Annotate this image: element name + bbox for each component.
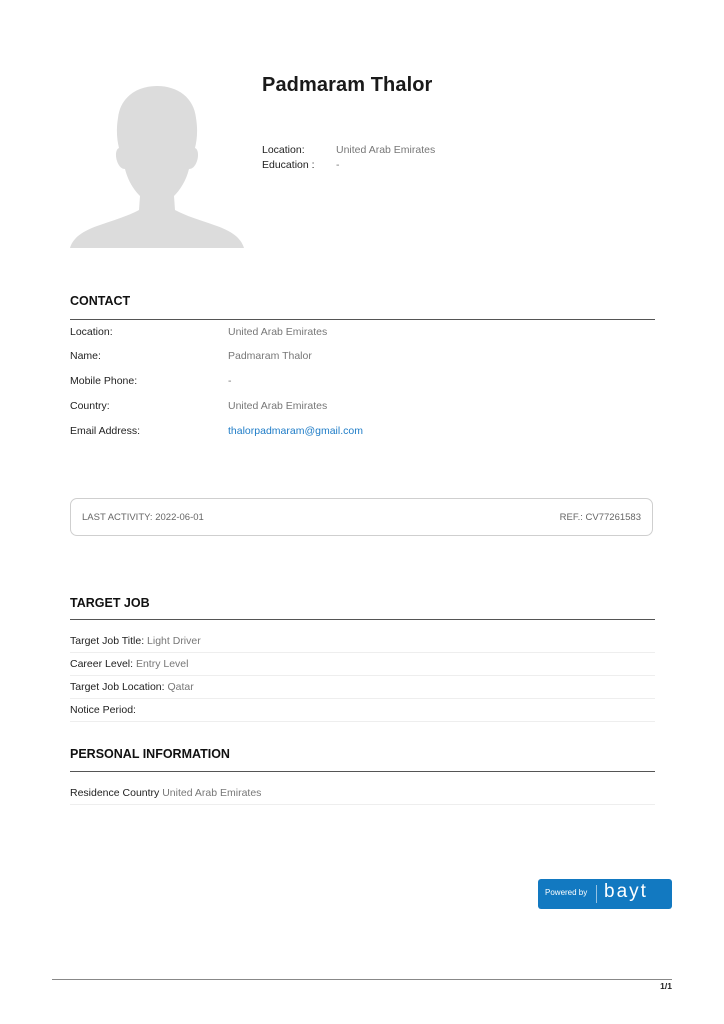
contact-label: Country: bbox=[70, 400, 110, 412]
contact-label: Name: bbox=[70, 350, 101, 362]
target-job-value: Light Driver bbox=[147, 635, 201, 647]
reference-id: REF.: CV77261583 bbox=[559, 512, 641, 523]
person-silhouette-icon bbox=[70, 82, 244, 248]
target-job-row-career-level bbox=[70, 658, 655, 670]
contact-divider bbox=[70, 319, 655, 320]
contact-heading: CONTACT bbox=[70, 294, 131, 308]
contact-value: United Arab Emirates bbox=[228, 326, 328, 338]
education-label: Education : bbox=[262, 159, 315, 171]
email-link[interactable]: thalorpadmaram@gmail.com bbox=[228, 425, 363, 437]
row-divider bbox=[70, 675, 655, 676]
candidate-name: Padmaram Thalor bbox=[262, 74, 433, 96]
row-divider bbox=[70, 721, 655, 722]
target-job-label: Target Job Location: bbox=[70, 681, 165, 693]
location-label: Location: bbox=[262, 144, 305, 156]
personal-row-residence bbox=[70, 787, 655, 799]
last-activity: LAST ACTIVITY: 2022-06-01 bbox=[82, 512, 204, 523]
target-job-divider bbox=[70, 619, 655, 620]
contact-value: Padmaram Thalor bbox=[228, 350, 312, 362]
target-job-row-notice-period bbox=[70, 704, 655, 716]
contact-row-mobile bbox=[70, 375, 655, 389]
avatar-placeholder bbox=[70, 82, 244, 248]
target-job-label: Target Job Title: bbox=[70, 635, 145, 647]
contact-row-country bbox=[70, 400, 655, 414]
contact-row-location bbox=[70, 326, 655, 340]
page-number: 1/1 bbox=[660, 981, 672, 991]
target-job-heading: TARGET JOB bbox=[70, 596, 150, 610]
contact-row-email bbox=[70, 425, 655, 439]
contact-label: Mobile Phone: bbox=[70, 375, 138, 387]
row-divider bbox=[70, 698, 655, 699]
target-job-label: Notice Period: bbox=[70, 704, 136, 716]
personal-info-divider bbox=[70, 771, 655, 772]
personal-label: Residence Country bbox=[70, 787, 160, 799]
contact-value: - bbox=[228, 375, 232, 387]
contact-label: Location: bbox=[70, 326, 113, 338]
powered-by-text: Powered by bbox=[545, 888, 588, 897]
target-job-label: Career Level: bbox=[70, 658, 134, 670]
education-value: - bbox=[336, 159, 340, 171]
contact-label: Email Address: bbox=[70, 425, 141, 437]
target-job-value: Qatar bbox=[167, 681, 194, 693]
row-divider bbox=[70, 804, 655, 805]
personal-value: United Arab Emirates bbox=[162, 787, 262, 799]
personal-info-heading: PERSONAL INFORMATION bbox=[70, 747, 230, 761]
location-value: United Arab Emirates bbox=[336, 144, 436, 156]
target-job-row-title bbox=[70, 635, 655, 647]
bayt-logo: bayt bbox=[604, 881, 648, 902]
footer-divider bbox=[52, 979, 672, 980]
row-divider bbox=[70, 652, 655, 653]
target-job-row-location bbox=[70, 681, 655, 693]
contact-row-name bbox=[70, 350, 655, 364]
powered-by-bayt-badge[interactable] bbox=[538, 879, 672, 909]
activity-box bbox=[70, 498, 653, 536]
badge-separator bbox=[596, 885, 597, 903]
target-job-value: Entry Level bbox=[135, 658, 189, 670]
contact-value: United Arab Emirates bbox=[228, 400, 328, 412]
